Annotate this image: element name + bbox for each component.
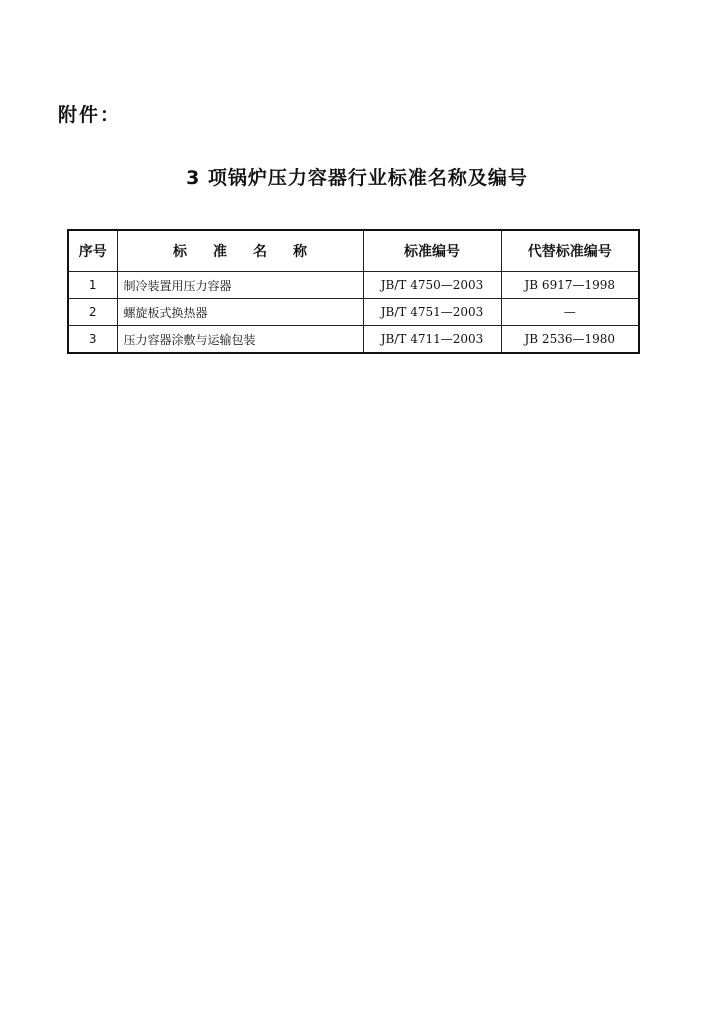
row-replaces: JB 6917—1998 <box>501 272 639 299</box>
document-title: 3 项锅炉压力容器行业标准名称及编号 <box>186 167 528 189</box>
row-seq: 1 <box>68 272 117 299</box>
table-row <box>68 326 639 354</box>
table-row <box>68 272 639 299</box>
header-name <box>117 230 363 272</box>
header-seq: 序号 <box>68 230 117 272</box>
row-seq: 2 <box>68 299 117 326</box>
row-number: JB/T 4750—2003 <box>363 272 501 299</box>
row-replaces: JB 2536—1980 <box>524 332 616 346</box>
header-name-label: 标准名称 <box>173 244 333 260</box>
header-replaces: 代替标准编号 <box>501 230 639 272</box>
row-name: 压力容器涂敷与运输包装 <box>117 326 363 354</box>
row-number: JB/T 4751—2003 <box>363 299 501 326</box>
table-header-row <box>68 230 639 272</box>
header-number: 标准编号 <box>363 230 501 272</box>
table-row <box>68 299 639 326</box>
row-seq: 3 <box>68 326 117 354</box>
row-name: 螺旋板式换热器 <box>117 299 363 326</box>
row-number: JB/T 4711—2003 <box>363 326 501 354</box>
standards-table <box>67 229 640 354</box>
row-name: 制冷装置用压力容器 <box>117 272 363 299</box>
row-replaces: — <box>501 299 639 326</box>
attachment-label: 附件： <box>58 104 122 126</box>
